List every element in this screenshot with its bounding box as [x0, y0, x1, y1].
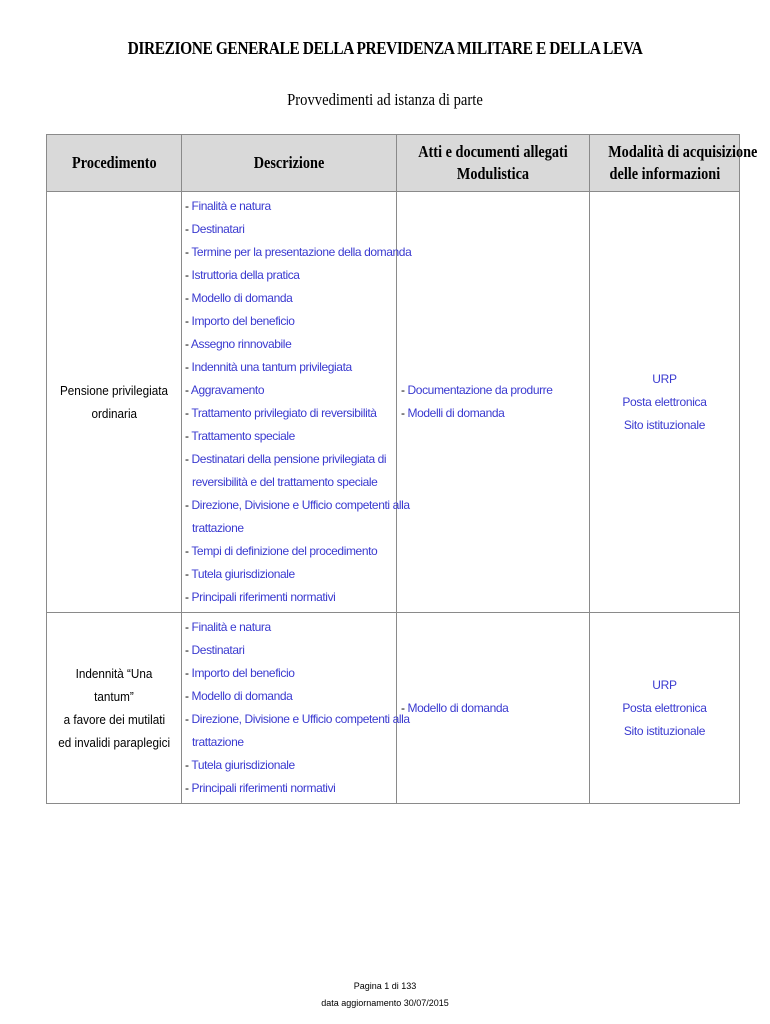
link-assegno[interactable]: - Assegno rinnovabile: [185, 337, 292, 351]
link-reversibilita[interactable]: - Trattamento privilegiato di reversibilità: [185, 406, 377, 420]
link-posta-elettronica[interactable]: Posta elettronica: [622, 394, 707, 409]
page-subtitle: Provvedimenti ad istanza di parte: [287, 90, 483, 109]
link-destinatari-pensione[interactable]: - Destinatari della pensione privilegiata di: [185, 452, 387, 466]
link-posta-elettronica[interactable]: Posta elettronica: [622, 700, 707, 715]
link-urp[interactable]: URP: [652, 371, 677, 386]
link-aggravamento[interactable]: - Aggravamento: [185, 383, 265, 397]
page-title: DIREZIONE GENERALE DELLA PREVIDENZA MILITARE E DELLA LEVA: [127, 38, 643, 58]
link-modello-domanda[interactable]: - Modello di domanda: [185, 689, 293, 703]
link-sito-istituzionale[interactable]: Sito istituzionale: [623, 723, 706, 738]
link-importo[interactable]: - Importo del beneficio: [185, 314, 295, 328]
link-direzione[interactable]: - Direzione, Divisione e Ufficio competenti alla: [185, 712, 410, 726]
table-header-row: [47, 135, 740, 192]
link-termine[interactable]: - Termine per la presentazione della domanda: [185, 245, 412, 259]
column-header-modalita: Modalità di acquisizione delle informazioni: [590, 135, 740, 192]
link-direzione[interactable]: - Direzione, Divisione e Ufficio competenti alla: [185, 498, 410, 512]
link-riferimenti[interactable]: - Principali riferimenti normativi: [185, 781, 336, 795]
atti-cell: [397, 192, 590, 613]
column-header-procedimento: Procedimento: [47, 135, 182, 192]
link-indennita[interactable]: - Indennità una tantum privilegiata: [185, 360, 352, 374]
procedures-table: [46, 134, 758, 804]
link-direzione-cont[interactable]: trattazione: [192, 735, 244, 749]
procedimento-cell: Pensione privilegiata ordinaria: [47, 192, 182, 613]
column-header-atti: Atti e documenti allegati Modulistica: [397, 135, 590, 192]
link-tutela[interactable]: - Tutela giurisdizionale: [185, 567, 295, 581]
link-modello-domanda[interactable]: - Modello di domanda: [185, 291, 293, 305]
procedimento-cell: Indennità “Una tantum” a favore dei mutilati ed invalidi paraplegici: [47, 613, 182, 804]
atti-cell: [397, 613, 590, 804]
table-row: [47, 192, 740, 613]
link-direzione-cont[interactable]: trattazione: [192, 521, 244, 535]
link-importo[interactable]: - Importo del beneficio: [185, 666, 295, 680]
link-riferimenti[interactable]: - Principali riferimenti normativi: [185, 590, 336, 604]
update-date: data aggiornamento 30/07/2015: [321, 998, 449, 1008]
modalita-cell: [590, 192, 740, 613]
page-footer: [0, 978, 770, 1012]
link-modello-domanda[interactable]: - Modello di domanda: [401, 700, 509, 715]
column-header-descrizione: Descrizione: [182, 135, 397, 192]
descrizione-cell: [182, 613, 410, 804]
descrizione-cell: [182, 192, 412, 613]
link-finalita[interactable]: - Finalità e natura: [185, 199, 271, 213]
link-finalita[interactable]: - Finalità e natura: [185, 620, 271, 634]
link-destinatari-pensione-cont[interactable]: reversibilità e del trattamento speciale: [192, 475, 378, 489]
link-destinatari[interactable]: - Destinatari: [185, 222, 245, 236]
modalita-cell: [590, 613, 740, 804]
table-row: [47, 613, 740, 804]
link-trattamento-speciale[interactable]: - Trattamento speciale: [185, 429, 295, 443]
link-istruttoria[interactable]: - Istruttoria della pratica: [185, 268, 300, 282]
link-modelli-domanda[interactable]: - Modelli di domanda: [401, 406, 505, 420]
link-sito-istituzionale[interactable]: Sito istituzionale: [623, 417, 706, 432]
link-documentazione[interactable]: - Documentazione da produrre: [401, 383, 553, 397]
link-destinatari[interactable]: - Destinatari: [185, 643, 245, 657]
link-urp[interactable]: URP: [652, 677, 677, 692]
page-number: Pagina 1 di 133: [353, 981, 417, 991]
link-tempi[interactable]: - Tempi di definizione del procedimento: [185, 544, 378, 558]
link-tutela[interactable]: - Tutela giurisdizionale: [185, 758, 295, 772]
